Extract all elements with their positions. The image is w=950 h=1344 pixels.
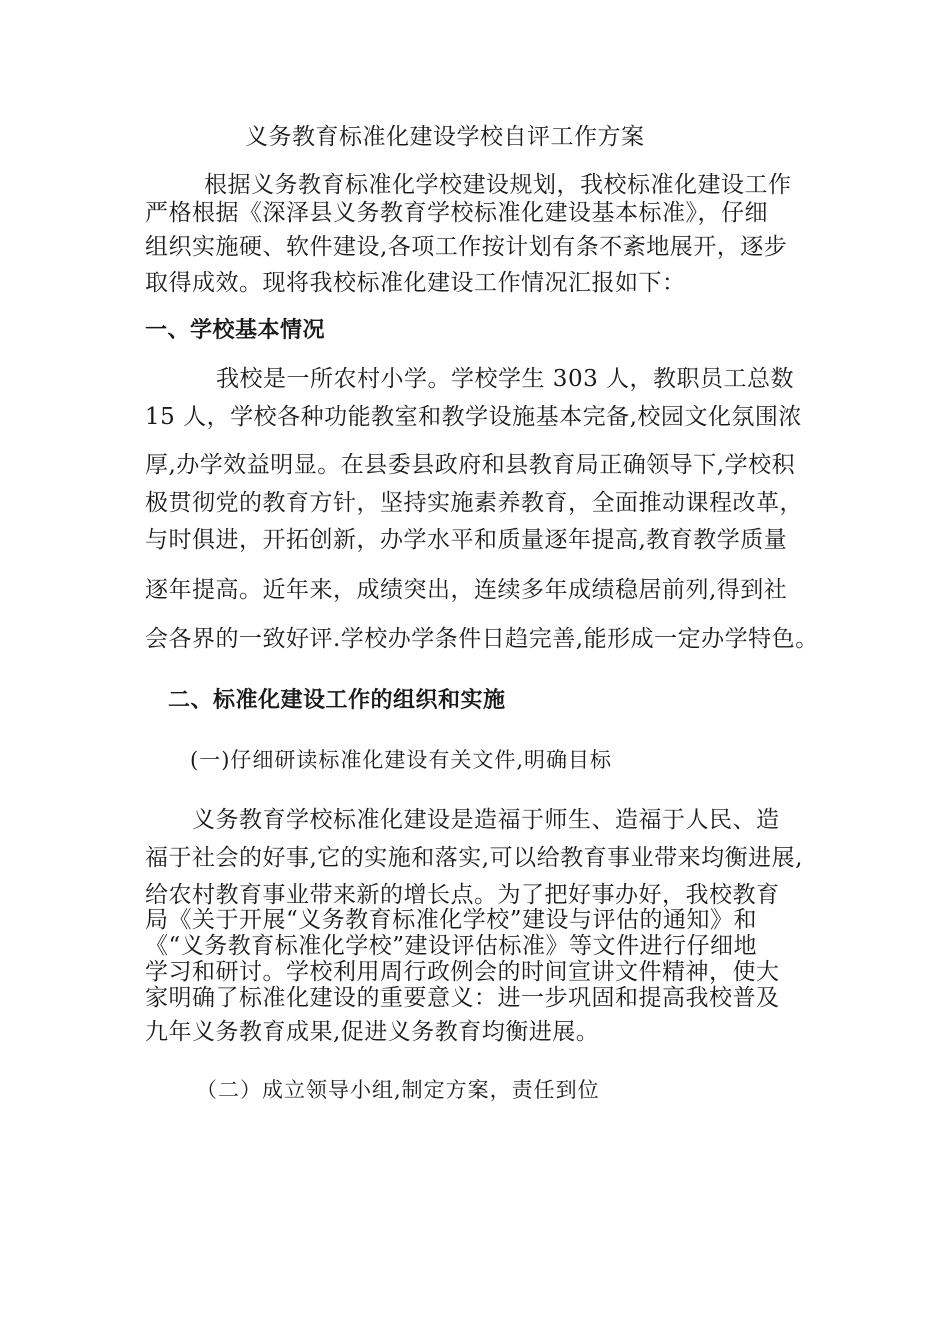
intro-line: 根据义务教育标准化学校建设规划，我校标准化建设工作 <box>204 172 792 198</box>
section-heading: 一、学校基本情况 <box>145 318 326 343</box>
document-title: 义务教育标准化建设学校自评工作方案 <box>245 124 645 150</box>
paragraph-line: 学习和研讨。学校利用周行政例会的时间宣讲文件精神，使大 <box>145 959 780 985</box>
paragraph-line: 极贯彻党的教育方针，坚持实施素养教育，全面推动课程改革， <box>145 490 803 516</box>
paragraph-line: 福于社会的好事,它的实施和落实,可以给教育事业带来均衡进展, <box>145 845 803 871</box>
paragraph-line: 义务教育学校标准化建设是造福于师生、造福于人民、造 <box>192 807 780 833</box>
subsection-heading: （二）成立领导小组,制定方案，责任到位 <box>196 1078 600 1102</box>
paragraph-line: 15 人，学校各种功能教室和教学设施基本完备,校园文化氛围浓 <box>145 404 802 430</box>
paragraph-line: 与时俱进，开拓创新，办学水平和质量逐年提高,教育教学质量 <box>145 527 788 553</box>
paragraph-line: 会各界的一致好评.学校办学条件日趋完善,能形成一定办学特色。 <box>145 626 819 652</box>
intro-line: 严格根据《深泽县义务教育学校标准化建设基本标准》，仔细 <box>145 200 768 226</box>
paragraph-line: 给农村教育事业带来新的增长点。为了把好事办好，我校教育 <box>145 882 780 908</box>
paragraph-line: 我校是一所农村小学。学校学生 303 人，教职员工总数 <box>216 366 795 392</box>
intro-line: 取得成效。现将我校标准化建设工作情况汇报如下： <box>145 270 686 296</box>
paragraph-line: 家明确了标准化建设的重要意义：进一步巩固和提高我校普及 <box>145 985 780 1011</box>
subsection-heading: (一)仔细研读标准化建设有关文件,明确目标 <box>190 748 613 772</box>
paragraph-line: 《“义务教育标准化学校”建设评估标准》等文件进行仔细地 <box>145 933 758 959</box>
section-heading: 二、标准化建设工作的组织和实施 <box>168 688 506 713</box>
intro-line: 组织实施硬、软件建设,各项工作按计划有条不紊地展开，逐步 <box>145 234 788 260</box>
paragraph-line: 九年义务教育成果,促进义务教育均衡进展。 <box>145 1019 600 1045</box>
paragraph-line: 局《关于开展“义务教育标准化学校”建设与评估的通知》和 <box>145 907 758 933</box>
paragraph-line: 逐年提高。近年来，成绩突出，连续多年成绩稳居前列,得到社 <box>145 577 788 603</box>
paragraph-line: 厚,办学效益明显。在县委县政府和县教育局正确领导下,学校积 <box>145 452 796 478</box>
